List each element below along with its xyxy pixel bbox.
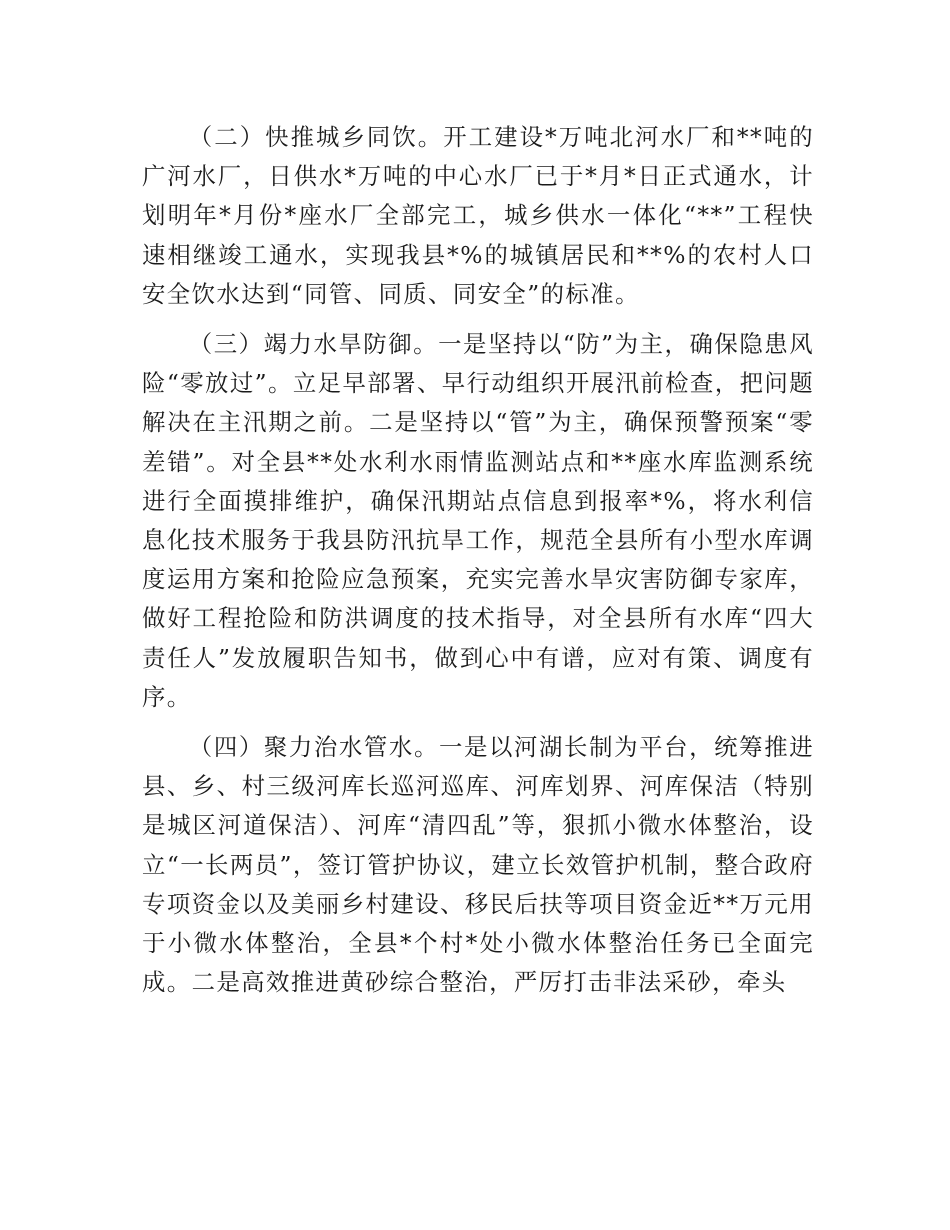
document-page: [142, 118, 814, 1002]
paragraph-flood-drought-defense: （三）竭力水旱防御。一是坚持以“防”为主，确保隐患风险“零放过”。立足早部署、早行动组织开展汛前检查，把问题解决在主汛期之前。二是坚持以“管”为主，确保预警预案“零差错”。对全县**处水利水雨情监测站点和**座水库监测系统进行全面摸排维护，确保汛期站点信息到报率*%，将水利信息化技术服务于我县防汛抗旱工作，规范全县所有小型水库调度运用方案和抢险应急预案，充实完善水旱灾害防御专家库，做好工程抢险和防洪调度的技术指导，对全县所有水库“四大责任人”发放履职告知书，做到心中有谱，应对有策、调度有序。: [142, 330, 814, 711]
paragraph-water-governance: （四）聚力治水管水。一是以河湖长制为平台，统筹推进县、乡、村三级河库长巡河巡库、河库划界、河库保洁（特别是城区河道保洁）、河库“清四乱”等，狠抓小微水体整治，设立“一长两员”，签订管护协议，建立长效管护机制，整合政府专项资金以及美丽乡村建设、移民后扶等项目资金近**万元用于小微水体整治，全县*个村*处小微水体整治任务已全面完成。二是高效推进黄砂综合整治，严厉打击非法采砂，牵头: [142, 733, 814, 997]
paragraph-urban-rural-water-supply: （二）快推城乡同饮。开工建设*万吨北河水厂和**吨的广河水厂，日供水*万吨的中心水厂已于*月*日正式通水，计划明年*月份*座水厂全部完工，城乡供水一体化“**”工程快速相继竣工通水，实现我县*%的城镇居民和**%的农村人口安全饮水达到“同管、同质、同安全”的标准。: [142, 123, 814, 308]
